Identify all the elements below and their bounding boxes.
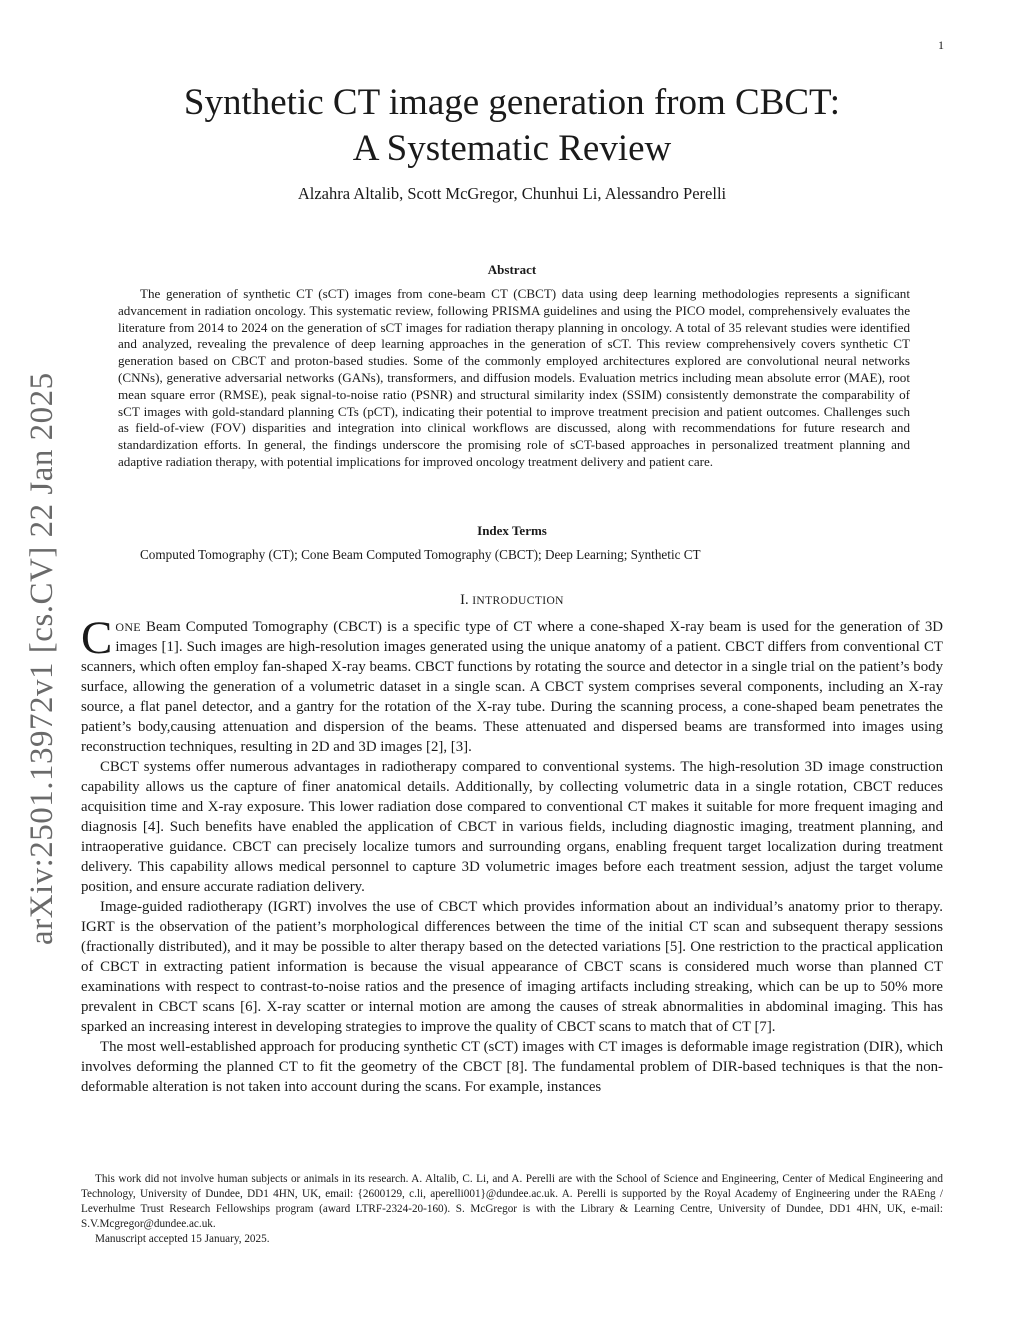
index-terms-text: Computed Tomography (CT); Cone Beam Computed Tomography (CBCT); Deep Learning; Synthetic CT bbox=[140, 547, 701, 562]
section-number: I. bbox=[460, 592, 469, 608]
abstract-text: The generation of synthetic CT (sCT) images from cone-beam CT (CBCT) data using deep learning methodologies represents a significant advancement in radiation oncology. This systematic review, following PRISMA guidelines and using the PICO model, comprehensively evaluates the literature from 2014 to 2024 on the generation of sCT images for radiation therapy planning in oncology. A total of 35 relevant studies were identified and analyzed, revealing the prevalence of deep learning approaches in the generation of sCT. This review comprehensively covers synthetic CT generation based on CBCT and proton-based studies. Some of the commonly employed architectures explored are convolutional neural networks (CNNs), generative adversarial networks (GANs), transformers, and diffusion models. Evaluation metrics including mean absolute error (MAE), root mean square error (RMSE), peak signal-to-noise ratio (PSNR) and structural similarity index (SSIM) consistently demonstrate the comparability of sCT images with gold-standard planning CTs (pCT), indicating their potential to improve treatment precision and patient outcomes. Challenges such as field-of-view (FOV) disparities and integration into clinical workflows are discussed, along with recommendations for future research and standardization efforts. In general, the findings underscore the promising role of sCT-based approaches in personalized treatment planning and adaptive radiation therapy, with potential implications for improved oncology treatment delivery and patient care. bbox=[118, 286, 910, 469]
paragraph: Image-guided radiotherapy (IGRT) involves the use of CBCT which provides information about an individual’s anatomy prior to therapy. IGRT is the observation of the patient’s morphological differences between the time of the initial CT scan and subsequent therapy sessions (fractionally distributed), and it may be possible to alter therapy based on the detected variations [5]. One restriction to the practical application of CBCT in extracting patient information is because the visual appearance of CBCT scans is considered much worse than planned CT examinations with respect to contrast-to-noise ratios and the presence of imaging artifacts including streaking, which can be up to 50% more prevalent in CBCT scans [6]. X-ray scatter or internal motion are among the causes of streak abnormalities in abdominal imaging. This has sparked an increasing interest in developing strategies to improve the quality of CBCT scans to match that of CT [7]. bbox=[81, 899, 943, 1035]
section-title: INTRODUCTION bbox=[472, 595, 564, 607]
drop-cap: C bbox=[81, 612, 113, 664]
small-caps-word: ONE bbox=[115, 620, 141, 634]
section-heading bbox=[0, 592, 1024, 609]
paper-title bbox=[0, 80, 1024, 172]
body-text bbox=[81, 612, 943, 1097]
footnote bbox=[81, 1172, 943, 1247]
paper-title-line-2: A Systematic Review bbox=[352, 128, 672, 169]
arxiv-identifier[interactable]: arXiv:2501.13972v1 [cs.CV] 22 Jan 2025 bbox=[24, 372, 60, 945]
author-list: Alzahra Altalib, Scott McGregor, Chunhui Li, Alessandro Perelli bbox=[297, 184, 727, 203]
page-number: 1 bbox=[938, 38, 944, 52]
paper-title-line-1: Synthetic CT image generation from CBCT: bbox=[183, 82, 841, 123]
manuscript-note: Manuscript accepted 15 January, 2025. bbox=[95, 1233, 270, 1245]
paragraph: The most well-established approach for producing synthetic CT (sCT) images with CT images is deformable image registration (DIR), which involves deforming the planned CT to fit the geometry of the CBCT [8]. The fundamental problem of DIR-based techniques is that the non-deformable alteration is not taken into account during the scans. For example, instances bbox=[81, 1039, 943, 1095]
paragraph bbox=[81, 612, 943, 757]
footnote-text: This work did not involve human subjects or animals in its research. A. Altalib, C. Li, and A. Perelli are with the School of Science and Engineering, Center of Medical Engineering and Technology, University of Dundee, DD1 4HN, UK, email: {2600129, c.li, aperelli001}@dundee.ac.uk. A. Perelli is supported by the Royal Academy of Engineering under the RAEng / Leverhulme Trust Research Fellowships program (award LTRF-2324-20-160). S. McGregor is with the Library & Learning Centre, University of Dundee, DD1 4HN, UK, e-mail: S.V.Mcgregor@dundee.ac.uk. bbox=[81, 1173, 943, 1230]
abstract-heading: Abstract bbox=[487, 262, 537, 277]
paragraph: CBCT systems offer numerous advantages in radiotherapy compared to conventional systems. The high-resolution 3D image construction capability allows us the capture of finer anatomical details. Additionally, by collecting volumetric data in a single rotation, CBCT reduces acquisition time and X-ray exposure. This lower radiation dose compared to conventional CT makes it suitable for more frequent imaging and diagnosis [4]. Such benefits have enabled the application of CBCT in various fields, including diagnostic imaging, treatment planning, and intraoperative guidance. CBCT can precisely localize tumors and surrounding organs, enabling frequent target localization during treatment delivery. This capability allows medical personnel to capture 3D volumetric images before each treatment session, adjust the target volume position, and ensure accurate radiation delivery. bbox=[81, 759, 943, 895]
paragraph-text: Beam Computed Tomography (CBCT) is a specific type of CT where a cone-shaped X-ray beam is used for the generation of 3D images [1]. Such images are high-resolution images generated using the unique anatomy of a patient. CBCT differs from conventional CT scanners, which often employ fan-shaped X-ray beams. CBCT functions by rotating the source and detector in a single trial on the patient’s body surface, allowing the generation of a volumetric dataset in a single scan. A CBCT system comprises several components, including an X-ray source, a flat panel detector, and a gantry for the rotation of the X-ray tube. During the scanning process, a cone-shaped beam penetrates the patient’s body,causing attenuation and dispersion of the beams. These attenuated and dispersed beams are transformed into images using reconstruction techniques, resulting in 2D and 3D images [2], [3]. bbox=[81, 619, 943, 755]
index-terms-heading: Index Terms bbox=[477, 523, 547, 538]
